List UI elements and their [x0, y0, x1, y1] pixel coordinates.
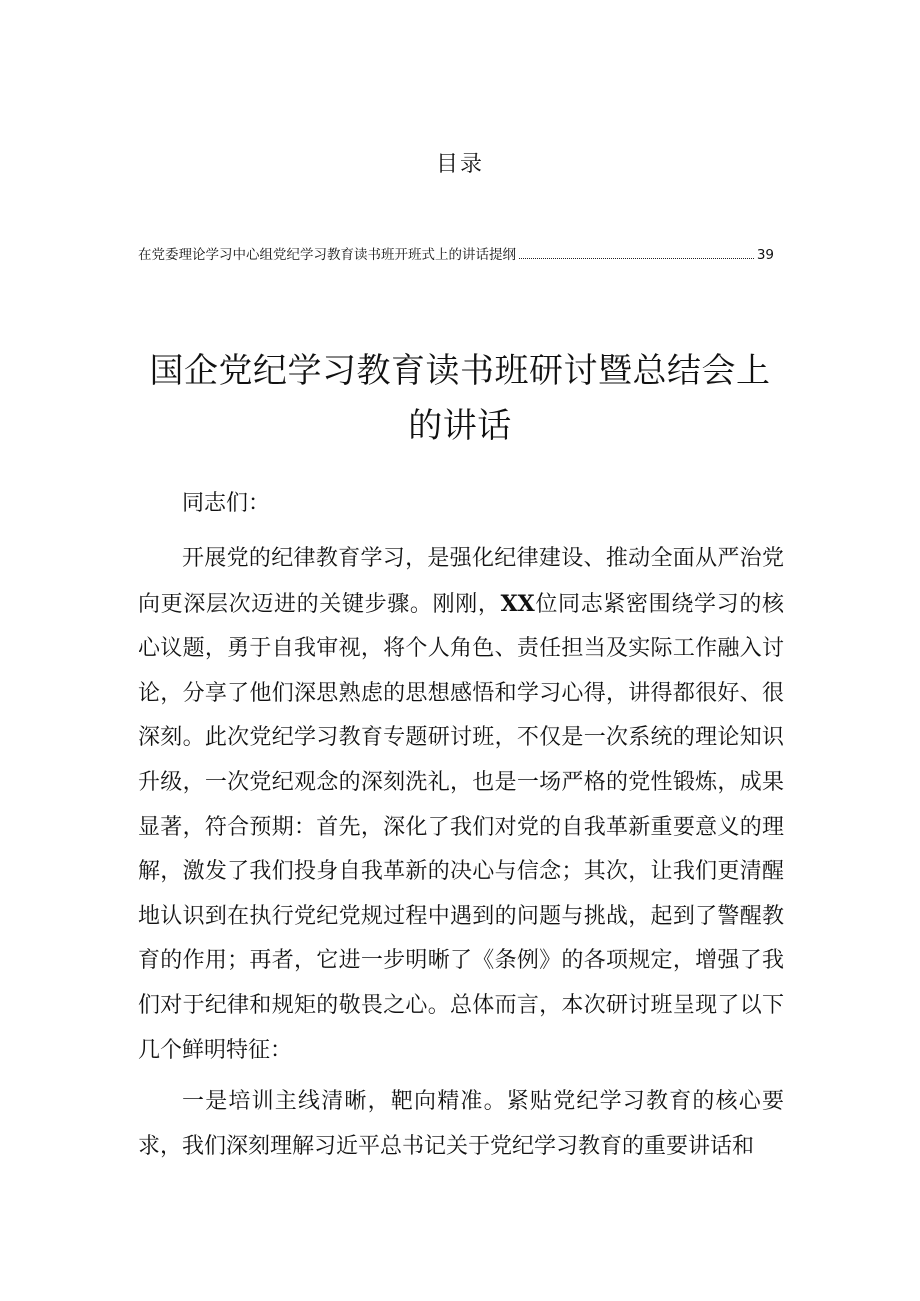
toc-entry-title: 在党委理论学习中心组党纪学习教育读书班开班式上的讲话提纲	[138, 247, 516, 263]
toc-leader-dots	[519, 257, 754, 259]
toc-heading: 目录	[435, 152, 484, 177]
toc-entry[interactable]	[138, 243, 774, 263]
document-title: 国企党纪学习教育读书班研讨暨总结会上的讲话	[149, 351, 771, 446]
paragraph-1-text-a: 开展党的纪律教育学习，是强化纪律建设、推动全面从严治党向更深层次迈进的关键步骤。刚刚，	[138, 546, 784, 617]
body-paragraph-2: 一是培训主线清晰，靶向精准。紧贴党纪学习教育的核心要求，我们深刻理解习近平总书记关于党纪学习教育的重要讲话和	[138, 1089, 784, 1159]
toc-entry-page: 39	[756, 247, 774, 263]
paragraph-1-bold-count: XX	[500, 590, 535, 617]
greeting: 同志们：	[182, 491, 271, 516]
paragraph-1-text-b: 位同志紧密围绕学习的核心议题，勇于自我审视，将个人角色、责任担当及实际工作融入讨论，分享了他们深思熟虑的思想感悟和学习心得，讲得都很好、很深刻。此次党纪学习教育专题研讨班，不仅是一次系统的理论知识升级，一次党纪观念的深刻洗礼，也是一场严格的党性锻炼，成果显著，符合预期：首先，深化了我们对党的自我革新重要意义的理解，激发了我们投身自我革新的决心与信念；其次，让我们更清醒地认识到在执行党纪党规过程中遇到的问题与挑战，起到了警醒教育的作用；再者，它进一步明晰了《条例》的各项规定，增强了我们对于纪律和规矩的敬畏之心。总体而言，本次研讨班呈现了以下几个鲜明特征：	[138, 591, 784, 1063]
body-paragraph-1	[138, 537, 784, 1073]
